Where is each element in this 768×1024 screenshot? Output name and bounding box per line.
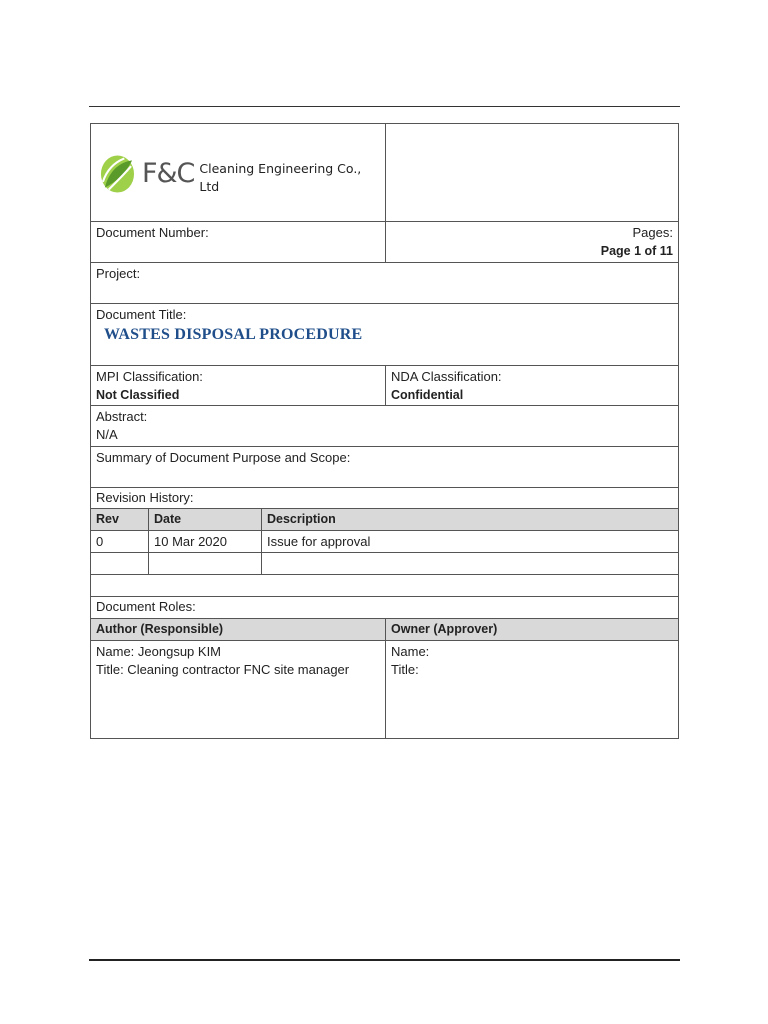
logo-brand: F&C: [141, 157, 195, 189]
abstract-cell: [91, 406, 678, 446]
document-number-cell: [91, 222, 385, 262]
pages-label: Pages:: [632, 225, 673, 240]
description-header: Description: [261, 509, 678, 530]
document-roles-label-row: [91, 596, 678, 618]
owner-name: Name:: [391, 644, 430, 659]
document-cover-table: [90, 123, 679, 739]
title-row: [91, 303, 678, 365]
document-title-cell: [91, 304, 678, 365]
revision-history-label-row: [91, 487, 678, 508]
spacer-cell: [91, 575, 678, 596]
table-row: [91, 530, 678, 552]
pages-cell: [385, 222, 678, 262]
document-roles-label: Document Roles:: [96, 599, 196, 614]
document-number-label: Document Number:: [96, 225, 209, 240]
mpi-classification-value: Not Classified: [96, 388, 180, 402]
project-row: [91, 262, 678, 303]
roles-header-row: [91, 618, 678, 640]
summary-row: [91, 446, 678, 487]
revision-header-row: [91, 508, 678, 530]
logo-company-name: Cleaning Engineering Co., Ltd: [199, 160, 362, 194]
date-header: Date: [148, 509, 261, 530]
leaf-logo-icon: [99, 154, 136, 194]
owner-cell: [385, 641, 678, 738]
owner-header: Owner (Approver): [385, 619, 678, 640]
rev-cell: [91, 553, 148, 574]
author-title: Title: Cleaning contractor FNC site manager: [96, 662, 350, 677]
document-title-value: WASTES DISPOSAL PROCEDURE: [104, 326, 363, 343]
owner-title: Title:: [391, 662, 419, 677]
project-label: Project:: [96, 266, 141, 281]
summary-cell: [91, 447, 678, 487]
logo-blank-cell: [385, 124, 678, 221]
logo-cell: [91, 124, 385, 221]
abstract-row: [91, 405, 678, 446]
footer-rule: [89, 959, 680, 961]
roles-body-row: [91, 640, 678, 738]
logo-row: [91, 124, 678, 221]
document-title-label: Document Title:: [96, 307, 187, 322]
author-name: Name: Jeongsup KIM: [96, 644, 222, 659]
classification-row: [91, 365, 678, 405]
nda-classification-cell: [385, 366, 678, 405]
mpi-classification-cell: [91, 366, 385, 405]
author-header: Author (Responsible): [96, 622, 224, 636]
summary-label: Summary of Document Purpose and Scope:: [96, 450, 351, 465]
document-roles-cell: [91, 597, 678, 618]
revision-history-cell: [91, 488, 678, 508]
table-row: [91, 552, 678, 574]
nda-classification-value: Confidential: [391, 388, 464, 402]
spacer-row: [91, 574, 678, 596]
project-cell: [91, 263, 678, 303]
abstract-label: Abstract:: [96, 409, 148, 424]
rev-header: Rev: [96, 512, 119, 526]
nda-classification-label: NDA Classification:: [391, 369, 502, 384]
docnum-row: [91, 221, 678, 262]
abstract-value: N/A: [96, 427, 118, 442]
description-cell: [261, 553, 678, 574]
company-logo: [99, 152, 380, 196]
revision-history-label: Revision History:: [96, 490, 194, 505]
description-cell: Issue for approval: [261, 531, 678, 552]
author-cell: [91, 641, 385, 738]
date-cell: [148, 553, 261, 574]
pages-value: Page 1 of 11: [600, 244, 673, 258]
rev-cell: 0: [96, 534, 104, 549]
date-cell: 10 Mar 2020: [148, 531, 261, 552]
mpi-classification-label: MPI Classification:: [96, 369, 203, 384]
header-rule: [89, 106, 680, 107]
